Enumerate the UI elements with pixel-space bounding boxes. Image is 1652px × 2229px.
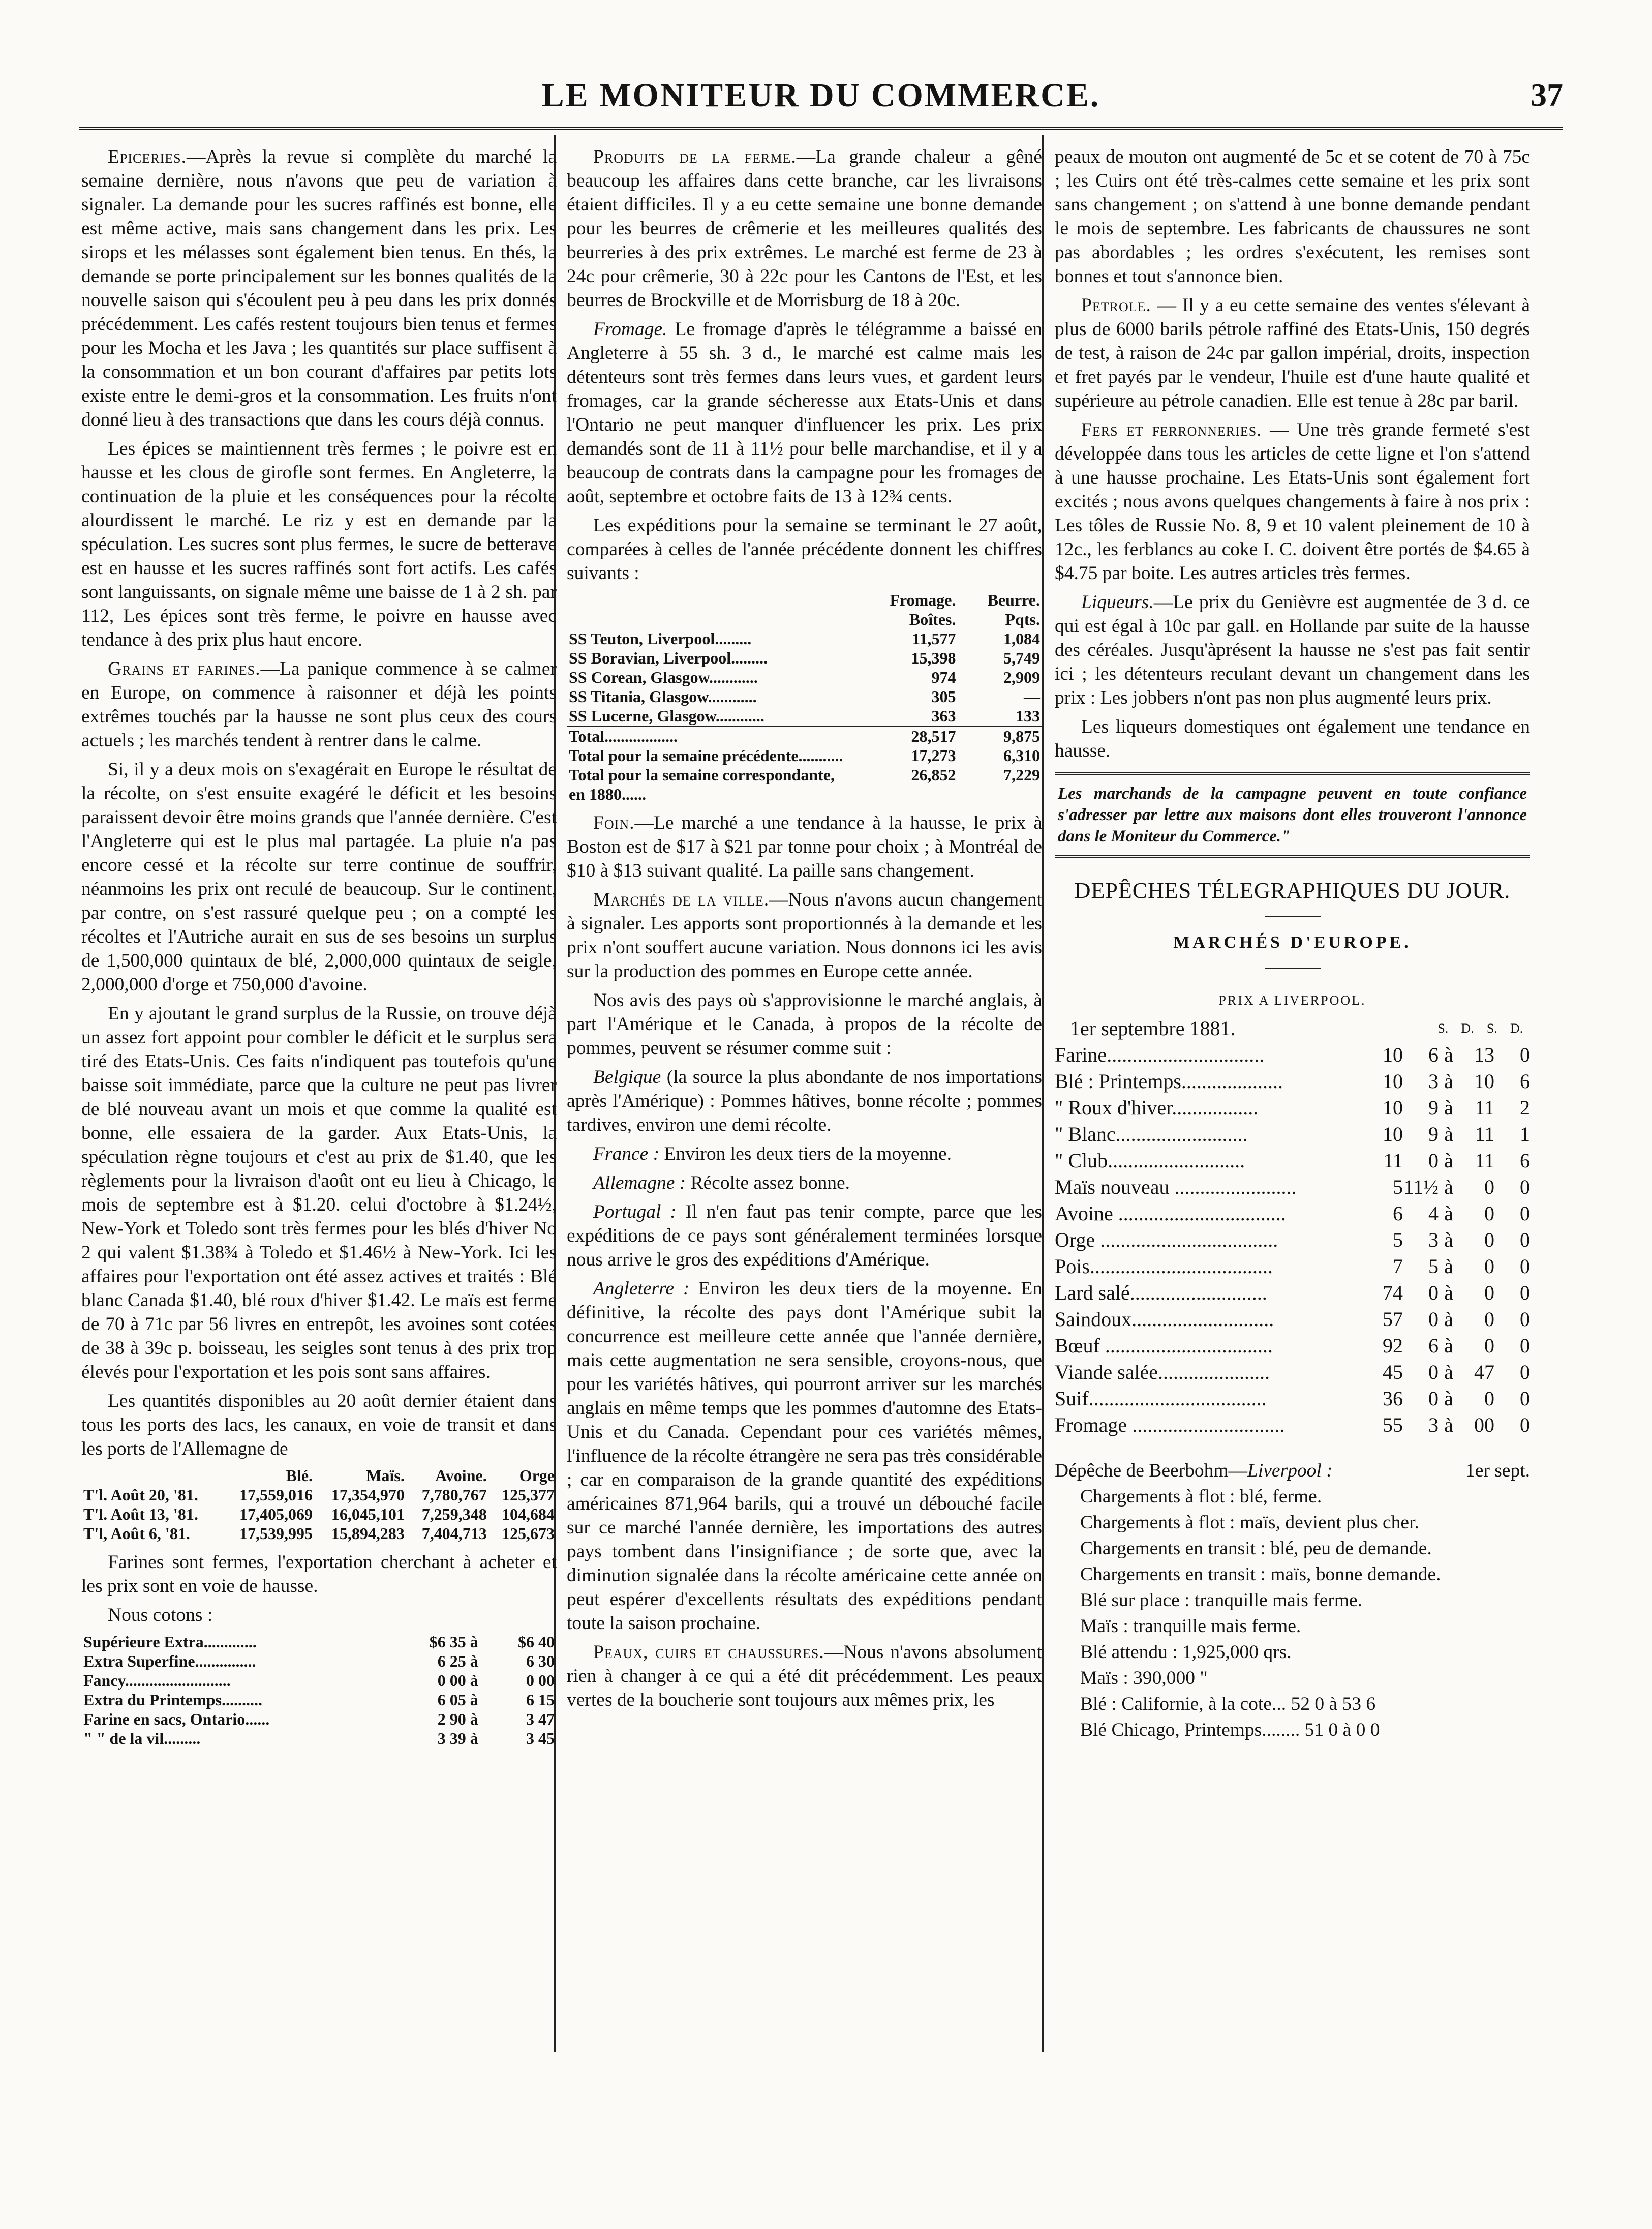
paragraph-text: —Nous n'avons aucun changement à signaler. Les apports sont proportionnés à la demande et les prix n'ont souffert aucune variation. Nous donnons ici les avis sur la production des pommes en Europe cette année. bbox=[567, 889, 1042, 982]
price-cell: 0 bbox=[1484, 1255, 1494, 1278]
liverpool-title: PRIX A LIVERPOOL. bbox=[1218, 993, 1366, 1008]
paragraph: Les expéditions pour la semaine se terminant le 27 août, comparées à celles de l'année précédente donnent les chiffres suivants : bbox=[567, 515, 1042, 584]
table-cell: SS Lucerne, Glasgow............ bbox=[569, 707, 764, 725]
paragraph-text: Environ les deux tiers de la moyenne. bbox=[664, 1143, 952, 1164]
table-row bbox=[81, 1651, 557, 1671]
commodity-name: " Blanc.......................... bbox=[1055, 1123, 1248, 1146]
table-cell: — bbox=[1024, 687, 1040, 706]
table-cell: $6 35 bbox=[429, 1633, 466, 1651]
price-cell: à bbox=[1444, 1043, 1453, 1066]
price-row bbox=[1055, 1148, 1530, 1174]
price-cell: 0 bbox=[1428, 1149, 1439, 1172]
dispatches-title: DEPÊCHES TÉLEGRAPHIQUES DU JOUR. bbox=[1074, 878, 1511, 903]
paragraph: Si, il y a deux mois on s'exagérait en Europe le résultat de la récolte, on s'est ensuite exagéré le déficit et les besoins paraissent devoir être moins grands que l'année dernière. C'est l'Angleterre qui est le plus mal partagée. La pluie n'a pas encore cessé et la récolte sur terre continue de souffrir, néanmoins les prix ont reculé de beaucoup. Sur le continent, par contre, on s'est rassuré quelque peu ; on a compté les récoltes et l'Autriche aurait en sus de ses besoins un surplus de 1,500,000 quintaux de blé, 2,000,000 quintaux de seigle, 2,000,000 d'orge et 750,000 d'avoine. bbox=[81, 759, 557, 995]
paragraph-text: Le fromage d'après le télégramme a baissé en Angleterre à 55 sh. 3 d., le marché est calme mais les détenteurs sont très fermes dans leurs vues, et gardent leurs fromages, car la grande sécheresse aux Etats-Unis et dans l'Ontario ne peut manquer d'influencer les prix. Les prix demandés sont de 11 à 11½ pour belle marchandise, et il y a beaucoup de contrats dans la campagne pour les fromages de août, septembre et octobre faits de 13 à 12¾ cents. bbox=[567, 319, 1042, 507]
dispatch-line: Chargements en transit : maïs, bonne demande. bbox=[1080, 1564, 1441, 1585]
table-header-cell bbox=[567, 590, 852, 629]
commodity-name: Pois.................................... bbox=[1055, 1255, 1273, 1278]
price-cell: 36 bbox=[1383, 1387, 1403, 1410]
price-cell: 0 bbox=[1428, 1361, 1439, 1383]
price-cell: 6 bbox=[1428, 1043, 1439, 1066]
commodity-name: Lard salé........................... bbox=[1055, 1281, 1267, 1304]
table-cell: " " de la vil......... bbox=[83, 1729, 201, 1748]
price-cell: 0 bbox=[1520, 1334, 1530, 1357]
dispatch-line: Blé : Californie, à la cote... 52 0 à 53 6 bbox=[1080, 1694, 1376, 1714]
paragraph-liqueurs bbox=[1055, 590, 1530, 710]
table-cell: T'l. Août 20, '81. bbox=[83, 1486, 198, 1504]
dispatch-line: Maïs : 390,000 " bbox=[1080, 1668, 1208, 1689]
price-cell: 0 bbox=[1520, 1255, 1530, 1278]
country-label: France : bbox=[593, 1143, 660, 1164]
price-row bbox=[1055, 1121, 1530, 1148]
table-row bbox=[567, 687, 1042, 706]
table-cell: Total.................. bbox=[567, 726, 852, 746]
commodity-name: Blé : Printemps.................... bbox=[1055, 1070, 1283, 1093]
column-1 bbox=[81, 145, 557, 1755]
country-label: Portugal : bbox=[593, 1201, 677, 1222]
paragraph-text: —La panique commence à se calmer en Europe, on commence à raisonner et déjà les points extrêmes touchés par la hausse ne sont plus ceux des cours actuels ; les marchés tendent à rentrer dans le calme. bbox=[81, 658, 557, 751]
table-cell: 17,273 bbox=[911, 746, 956, 765]
paragraph-text: — Il y a eu cette semaine des ventes s'élevant à plus de 6000 barils pétrole raffiné des Etats-Unis, 150 degrés de test, à raison de 24c par gallon impérial, droits, inspection et fret payés par le vendeur, l'huile est d'une haute qualité et supérieure au pétrole canadien. Elle est tenue à 28c par baril. bbox=[1055, 295, 1530, 411]
table-cell: SS Corean, Glasgow............ bbox=[569, 668, 758, 686]
paragraph-peaux bbox=[567, 1640, 1042, 1712]
divider bbox=[1265, 968, 1321, 969]
price-cell: à bbox=[1444, 1123, 1453, 1146]
table-cell: 17,354,970 bbox=[331, 1486, 405, 1504]
table-row bbox=[81, 1485, 557, 1504]
flour-price-table bbox=[81, 1632, 557, 1748]
price-cell: 0 bbox=[1520, 1361, 1530, 1383]
table-row bbox=[567, 746, 1042, 765]
price-cell: 5 bbox=[1428, 1255, 1439, 1278]
price-cell: 0 bbox=[1484, 1334, 1494, 1357]
page-header bbox=[79, 76, 1563, 122]
table-row bbox=[567, 668, 1042, 687]
price-row bbox=[1055, 1280, 1530, 1306]
table-cell: 2 90 bbox=[437, 1710, 466, 1728]
price-cell: 3 bbox=[1428, 1413, 1439, 1436]
table-row bbox=[81, 1632, 557, 1651]
dispatch-line: Chargements en transit : blé, peu de demande. bbox=[1080, 1538, 1432, 1559]
table-cell: 974 bbox=[931, 668, 956, 686]
price-row bbox=[1055, 1412, 1530, 1438]
paragraph-text: —La grande chaleur a gêné beaucoup les affaires dans cette branche, car les livraisons étaient difficiles. Il y a eu cette semaine une bonne demande pour les beurres de crêmerie et les meilleures qualités des beurreries à des prix extrêmes. Le marché est ferme de 23 à 24c pour crêmerie, 30 à 22c pour les Cantons de l'Est, et les beurres de Brockville et de Morrisburg de 18 à 20c. bbox=[567, 146, 1042, 311]
price-cell: à bbox=[1444, 1413, 1453, 1436]
price-cell: 9 bbox=[1428, 1096, 1439, 1119]
table-cell: T'l, Août 6, '81. bbox=[83, 1524, 190, 1543]
price-cell: à bbox=[1444, 1176, 1453, 1198]
price-cell: 0 bbox=[1428, 1281, 1439, 1304]
unit-header: D. bbox=[1510, 1021, 1523, 1036]
price-cell: à bbox=[1444, 1255, 1453, 1278]
paragraph-fromage bbox=[567, 317, 1042, 508]
paragraph-belgique bbox=[567, 1065, 1042, 1137]
paragraph-grains bbox=[81, 657, 557, 752]
table-cell: 6 15 bbox=[526, 1691, 555, 1709]
table-cell: 125,377 bbox=[502, 1486, 555, 1504]
commodity-name: " Roux d'hiver................. bbox=[1055, 1096, 1259, 1119]
price-row bbox=[1055, 1333, 1530, 1359]
table-cell: SS Teuton, Liverpool......... bbox=[569, 629, 752, 648]
price-cell: 0 bbox=[1520, 1413, 1530, 1436]
table-cell: 28,517 bbox=[852, 726, 958, 746]
table-header-cell: Blé. bbox=[286, 1466, 313, 1485]
table-cell: 16,045,101 bbox=[331, 1505, 405, 1523]
table-cell: Supérieure Extra............. bbox=[83, 1633, 257, 1651]
price-cell: 7 bbox=[1393, 1255, 1403, 1278]
dispatch-line: Blé attendu : 1,925,000 qrs. bbox=[1080, 1642, 1292, 1663]
paragraph: Les épices se maintiennent très fermes ; le poivre est en hausse et les clous de girofle sont fermes. En Angleterre, la continuation de la pluie et les conséquences pour la récolte alourdissent le marché. Le riz y est en demande par la spéculation. Les sucres sont plus fermes, le sucre de betterave est en hausse et les sucres raffinés sont fort actifs. Les cafés sont languissants, on signale même une baisse de 1 à 2 sh. par 112, Les épices sont très ferme, le poivre en hausse avec tendance à des prix plus haut encore. bbox=[81, 438, 557, 650]
price-cell: 3 bbox=[1428, 1228, 1439, 1251]
price-cell: 9 bbox=[1428, 1123, 1439, 1146]
paragraph-fers bbox=[1055, 418, 1530, 585]
table-header-row bbox=[567, 590, 1042, 629]
price-cell: 5 bbox=[1393, 1228, 1403, 1251]
table-cell: 6 05 bbox=[437, 1691, 466, 1709]
price-cell: 0 bbox=[1484, 1202, 1494, 1225]
paragraph-produits-ferme bbox=[567, 145, 1042, 312]
table-cell: 7,259,348 bbox=[421, 1505, 487, 1523]
price-cell: 10 bbox=[1383, 1096, 1403, 1119]
table-cell: à bbox=[470, 1652, 478, 1670]
liverpool-prices bbox=[1055, 1042, 1530, 1438]
table-cell: à bbox=[470, 1729, 478, 1748]
table-header-cell: Avoine. bbox=[435, 1466, 487, 1485]
column-2 bbox=[567, 145, 1042, 1717]
commodity-name: Viande salée...................... bbox=[1055, 1361, 1270, 1383]
table-cell: 0 00 bbox=[437, 1671, 466, 1690]
price-cell: 11 bbox=[1475, 1096, 1494, 1119]
paragraph-marches-ville bbox=[567, 888, 1042, 983]
price-row bbox=[1055, 1174, 1530, 1200]
price-cell: 0 bbox=[1484, 1228, 1494, 1251]
commodity-name: Saindoux............................ bbox=[1055, 1308, 1274, 1331]
commodity-name: Fromage .............................. bbox=[1055, 1413, 1285, 1436]
price-cell: 0 bbox=[1484, 1387, 1494, 1410]
paragraph-text: Il n'en faut pas tenir compte, parce que les expéditions de ce pays sont généralement terminées lorsque nous arrive le gros des expéditions d'Amérique. bbox=[567, 1201, 1043, 1270]
price-cell: 4 bbox=[1428, 1202, 1439, 1225]
commodity-name: Avoine ................................. bbox=[1055, 1202, 1286, 1225]
price-cell: 0 bbox=[1520, 1176, 1530, 1198]
paragraph: En y ajoutant le grand surplus de la Russie, on trouve déjà un assez fort appoint pour combler le déficit et le surplus sera tiré des Etats-Unis. Ces faits n'indiquent pas toutefois qu'une baisse soit immédiate, parce que la culture ne peut pas livrer de blé nouveau avant un mois et que comme la qualité est bonne, elle essaiera de la garder. Aux Etats-Unis, la spéculation règne toujours et c'est au prix de $1.40, que les règlements pour la livraison d'août ont eu lieu à Chicago, le mois de septembre est à $1.20. celui d'octobre à $1.24½, New-York et Toledo sont très fermes pour les blés d'hiver No 2 qui valent $1.38¾ à Toledo et $1.46½ à New-York. Ici les affaires pour l'exportation ont été assez actives et traités : Blé blanc Canada $1.40, blé roux d'hiver $1.42. Le maïs est ferme de 70 à 71c par 56 livres en entrepôt, les avoines sont cotées de 38 à 39c p. boisseau, les seigles sont tenus à des prix trop élevés pour l'exportation et les pois sont sans affaires. bbox=[81, 1003, 557, 1382]
table-row bbox=[567, 648, 1042, 668]
table-cell: à bbox=[470, 1691, 478, 1709]
table-cell: Extra Superfine............... bbox=[83, 1652, 256, 1670]
unit-header: S. bbox=[1437, 1021, 1449, 1036]
table-header-row bbox=[81, 1466, 557, 1485]
table-cell: 15,398 bbox=[911, 649, 956, 667]
price-cell: 0 bbox=[1520, 1387, 1530, 1410]
dispatch-line: Chargements à flot : maïs, devient plus cher. bbox=[1080, 1512, 1419, 1533]
grain-stock-table bbox=[81, 1466, 557, 1543]
paragraph-epiceries bbox=[81, 145, 557, 432]
price-cell: 10 bbox=[1383, 1070, 1403, 1093]
price-cell: à bbox=[1444, 1202, 1453, 1225]
table-cell: SS Titania, Glasgow............ bbox=[569, 687, 757, 706]
dispatch-line: Blé sur place : tranquille mais ferme. bbox=[1080, 1590, 1363, 1611]
price-cell: 11 bbox=[1475, 1149, 1494, 1172]
price-cell: 11½ bbox=[1403, 1176, 1439, 1198]
price-cell: 13 bbox=[1474, 1043, 1494, 1066]
section-heading: Peaux, cuirs et chaussures. bbox=[593, 1642, 824, 1663]
commodity-name: " Club........................... bbox=[1055, 1149, 1245, 1172]
table-row bbox=[81, 1709, 557, 1729]
paragraph-petrole bbox=[1055, 293, 1530, 413]
table-cell: Extra du Printemps.......... bbox=[83, 1691, 262, 1709]
commodity-name: Farine............................... bbox=[1055, 1043, 1265, 1066]
section-heading: Marchés de la ville. bbox=[593, 889, 770, 910]
table-cell: 7,780,767 bbox=[421, 1486, 487, 1504]
price-row bbox=[1055, 1385, 1530, 1412]
price-date: 1er septembre 1881. bbox=[1070, 1017, 1236, 1040]
page-number: 37 bbox=[1531, 77, 1563, 113]
section-heading: Grains et farines. bbox=[108, 658, 261, 679]
price-row bbox=[1055, 1200, 1530, 1227]
price-cell: 6 bbox=[1520, 1070, 1530, 1093]
paragraph: Farines sont fermes, l'exportation cherchant à acheter et les prix sont en voie de hausse. bbox=[81, 1552, 557, 1597]
dispatch-lead bbox=[1055, 1459, 1530, 1483]
price-cell: à bbox=[1444, 1387, 1453, 1410]
paragraph: peaux de mouton ont augmenté de 5c et se cotent de 70 à 75c ; les Cuirs ont été très-calmes cette semaine et les prix sont sans changement ; on s'attend à une bonne demande pendant le mois de septembre. Les fabricants de chaussures ne sont pas abordables ; les ordres s'exécutent, les remises sont bonnes et tout s'annonce bien. bbox=[1055, 146, 1530, 287]
table-cell: $6 40 bbox=[518, 1633, 555, 1651]
dispatch-date: 1er sept. bbox=[1465, 1460, 1530, 1481]
paragraph-france bbox=[567, 1142, 1042, 1166]
section-heading: Petrole. bbox=[1081, 295, 1151, 316]
table-header-cell: Fromage. Boîtes. bbox=[890, 591, 956, 628]
markets-title: MARCHÉS D'EUROPE. bbox=[1173, 933, 1412, 952]
table-cell: à bbox=[470, 1671, 478, 1690]
table-cell: 3 39 bbox=[437, 1729, 466, 1748]
table-cell: 133 bbox=[1016, 707, 1040, 725]
country-label: Angleterre : bbox=[593, 1278, 690, 1299]
paragraph-allemagne bbox=[567, 1171, 1042, 1195]
table-cell: 7,229 bbox=[1003, 766, 1040, 784]
price-cell: 0 bbox=[1484, 1281, 1494, 1304]
table-cell: 17,539,995 bbox=[239, 1524, 313, 1543]
paragraph-text: Environ les deux tiers de la moyenne. En définitive, la récolte des pays dont l'Amérique subit la concurrence est meilleure cette année que l'année dernière, mais cette augmentation ne sera sensible, croyons-nous, que pour les variétés hâtives, qui pourront arriver sur les marchés anglais en même temps que les pommes d'automne des Etats-Unis et du Canada. Cependant pour ces variétés mêmes, l'influence de la récolte étrangère ne sera pas très considérable ; car en comparaison de la grande quantité des expéditions américaines 871,964 barils, qui a trouvé un débouché facile sur ce marché l'année dernière, les importations des autres pays tombent dans l'insignifiance ; de sorte que, avec la diminution signalée dans la récolte américaine cette année on peut espérer d'excellents résultats des expéditions pendant toute la saison prochaine. bbox=[567, 1278, 1042, 1634]
price-cell: 10 bbox=[1383, 1123, 1403, 1146]
table-cell: 1,084 bbox=[1003, 629, 1040, 648]
price-cell: 0 bbox=[1428, 1308, 1439, 1331]
price-cell: 6 bbox=[1393, 1202, 1403, 1225]
price-cell: 00 bbox=[1474, 1413, 1494, 1436]
price-cell: 0 bbox=[1520, 1281, 1530, 1304]
price-row bbox=[1055, 1253, 1530, 1280]
price-cell: à bbox=[1444, 1096, 1453, 1119]
table-cell: 104,684 bbox=[502, 1505, 555, 1523]
price-row bbox=[1055, 1306, 1530, 1333]
paragraph-text: — Une très grande fermeté s'est développée dans tous les articles de cette ligne et l'on s'attend à une hausse prochaine. Les Etats-Unis sont également fort excités ; nous avons quelques changements à faire à nos prix : Les tôles de Russie No. 8, 9 et 10 valent pleinement de 10 à 12c., les ferblancs au coke I. C. doivent être portés de $4.65 à $4.75 par boite. Les autres articles très fermes. bbox=[1055, 419, 1530, 584]
paragraph: Les quantités disponibles au 20 août dernier étaient dans tous les ports des lacs, les canaux, en voie de transit et dans les ports de l'Allemagne de bbox=[81, 1391, 557, 1459]
paragraph-foin bbox=[567, 811, 1042, 883]
table-row bbox=[567, 629, 1042, 648]
table-cell: à bbox=[470, 1710, 478, 1728]
paragraph-text: Récolte assez bonne. bbox=[690, 1172, 850, 1193]
unit-header: S. bbox=[1486, 1021, 1497, 1036]
country-label: Belgique bbox=[593, 1067, 661, 1088]
dispatch-line: Blé Chicago, Printemps........ 51 0 à 0 0 bbox=[1080, 1720, 1380, 1740]
price-cell: à bbox=[1444, 1228, 1453, 1251]
column-divider-2 bbox=[1042, 135, 1044, 2052]
dispatch-lines bbox=[1055, 1485, 1530, 1742]
header-rule bbox=[79, 127, 1563, 130]
table-header-cell bbox=[81, 1466, 223, 1485]
dispatch-line: Maïs : tranquille mais ferme. bbox=[1080, 1616, 1301, 1637]
price-cell: 0 bbox=[1484, 1308, 1494, 1331]
table-row bbox=[567, 706, 1042, 726]
price-cell: 0 bbox=[1484, 1176, 1494, 1198]
table-cell: 9,875 bbox=[958, 726, 1042, 746]
price-cell: 57 bbox=[1383, 1308, 1403, 1331]
table-cell: 2,909 bbox=[1003, 668, 1040, 686]
price-cell: 0 bbox=[1520, 1043, 1530, 1066]
table-cell: 26,852 bbox=[911, 766, 956, 784]
commodity-name: Orge ................................... bbox=[1055, 1228, 1278, 1251]
table-cell: 3 45 bbox=[526, 1729, 555, 1748]
table-cell: 17,405,069 bbox=[239, 1505, 313, 1523]
divider bbox=[1265, 916, 1321, 917]
price-cell: 0 bbox=[1428, 1387, 1439, 1410]
price-cell: 6 bbox=[1520, 1149, 1530, 1172]
section-heading: Fers et ferronneries. bbox=[1081, 419, 1262, 440]
liverpool-price-table bbox=[1055, 1015, 1530, 1042]
table-cell: Farine en sacs, Ontario...... bbox=[83, 1710, 270, 1728]
table-header-cell: Maïs. bbox=[366, 1466, 405, 1485]
price-cell: 6 bbox=[1428, 1334, 1439, 1357]
price-cell: 2 bbox=[1520, 1096, 1530, 1119]
masthead: LE MONITEUR DU COMMERCE. bbox=[541, 77, 1100, 114]
table-row bbox=[81, 1729, 557, 1748]
beerbohm-dispatch bbox=[1055, 1459, 1530, 1742]
table-cell: 363 bbox=[931, 707, 956, 725]
country-label: Allemagne : bbox=[593, 1172, 686, 1193]
unit-header: D. bbox=[1461, 1021, 1474, 1036]
dispatch-city: Liverpool : bbox=[1247, 1460, 1333, 1481]
table-cell: 15,894,283 bbox=[331, 1524, 405, 1543]
table-cell: 0 00 bbox=[526, 1671, 555, 1690]
price-cell: à bbox=[1444, 1281, 1453, 1304]
shipments-table bbox=[567, 590, 1042, 804]
table-cell: T'l. Août 13, '81. bbox=[83, 1505, 198, 1523]
table-total-row bbox=[567, 726, 1042, 746]
table-cell: 6 25 bbox=[437, 1652, 466, 1670]
table-row bbox=[81, 1524, 557, 1543]
commodity-name: Suif................................... bbox=[1055, 1387, 1267, 1410]
price-cell: à bbox=[1444, 1070, 1453, 1093]
paragraph-text: —Nous n'avons absolument rien à changer à ce qui a été dit précédemment. Les peaux vertes de la boucherie sont toujours aux mêmes prix, les bbox=[567, 1642, 1042, 1710]
table-cell: 125,673 bbox=[502, 1524, 555, 1543]
table-row bbox=[81, 1690, 557, 1709]
paragraph: Les liqueurs domestiques ont également une tendance en hausse. bbox=[1055, 716, 1530, 761]
paragraph-text: —Après la revue si complète du marché la semaine dernière, nous n'avons que peu de variation à signaler. La demande pour les sucres raffinés est bonne, elle est même active, mais sans changement dans les prix. Les sirops et les mélasses sont également bien tenus. En thés, la demande se porte principalement sur les bonnes qualités de la nouvelle saison qui s'écoulent peu à peu dans les prix donnés précédemment. Les cafés restent toujours bien tenus et fermes pour les Mocha et les Java ; les quantités sur place suffisent à la consommation et un bon courant d'affaires par petits lots existe entre le demi-gros et la consommation. Les fruits n'ont donné lieu à des transactions que dans les cours déjà connus. bbox=[81, 146, 557, 430]
section-heading: Epiceries. bbox=[108, 146, 187, 167]
paragraph-text: —Le prix du Genièvre est augmentée de 3 d. ce qui est égal à 10c par gall. en Hollande par suite de la hausse des céréales. Jusqu'àprésent la hausse ne s'est pas fait sentir ici ; les détenteurs reculant devant un changement dans les prix : Les jobbers n'ont pas non plus augmenté leurs prix. bbox=[1055, 592, 1530, 708]
paragraph: Nos avis des pays où s'approvisionne le marché anglais, à part l'Amérique et le Canada, à propos de la récolte de pommes, peuvent se résumer comme suit : bbox=[567, 990, 1042, 1059]
table-row bbox=[81, 1671, 557, 1690]
table-cell: Total pour la semaine correspondante, en 1880...... bbox=[569, 766, 835, 803]
column-3 bbox=[1055, 145, 1530, 1744]
price-cell: 5 bbox=[1393, 1176, 1403, 1198]
price-cell: 3 bbox=[1428, 1070, 1439, 1093]
price-row bbox=[1055, 1359, 1530, 1385]
table-header-row bbox=[1055, 1015, 1530, 1042]
price-cell: à bbox=[1444, 1149, 1453, 1172]
price-row bbox=[1055, 1227, 1530, 1253]
price-cell: 92 bbox=[1383, 1334, 1403, 1357]
table-cell: 5,749 bbox=[1003, 649, 1040, 667]
paragraph-angleterre bbox=[567, 1277, 1042, 1635]
price-cell: 0 bbox=[1520, 1228, 1530, 1251]
table-cell: Fancy.......................... bbox=[83, 1671, 231, 1690]
price-cell: 10 bbox=[1474, 1070, 1494, 1093]
table-header-cell: Orge bbox=[519, 1466, 555, 1485]
merchant-notice: Les marchands de la campagne peuvent en toute confiance s'adresser par lettre aux maisons dont elles trouveront l'annonce dans le Moniteur du Commerce." bbox=[1055, 772, 1530, 858]
table-cell: 305 bbox=[931, 687, 956, 706]
table-header-cell: Beurre. Pqts. bbox=[987, 591, 1040, 628]
table-cell: 17,559,016 bbox=[239, 1486, 313, 1504]
table-cell: Total pour la semaine précédente........... bbox=[569, 746, 843, 765]
dispatch-source: Dépêche de Beerbohm— bbox=[1055, 1460, 1248, 1481]
table-cell: SS Boravian, Liverpool......... bbox=[569, 649, 768, 667]
dispatch-line: Chargements à flot : blé, ferme. bbox=[1080, 1486, 1322, 1507]
section-heading: Fromage. bbox=[593, 319, 667, 340]
price-cell: à bbox=[1444, 1308, 1453, 1331]
table-cell: à bbox=[470, 1633, 478, 1651]
price-cell: 11 bbox=[1475, 1123, 1494, 1146]
price-cell: 0 bbox=[1520, 1308, 1530, 1331]
table-cell: 6,310 bbox=[1003, 746, 1040, 765]
table-row bbox=[81, 1504, 557, 1524]
price-cell: 47 bbox=[1474, 1361, 1494, 1383]
price-cell: 1 bbox=[1520, 1123, 1530, 1146]
section-heading: Liqueurs. bbox=[1081, 592, 1154, 613]
table-cell: 3 47 bbox=[526, 1710, 555, 1728]
price-row bbox=[1055, 1042, 1530, 1068]
price-cell: 10 bbox=[1383, 1043, 1403, 1066]
paragraph-text: —Le marché a une tendance à la hausse, le prix à Boston est de $17 à $21 par tonne pour choix ; à Montréal de $10 à $13 suivant qualité. La paille sans changement. bbox=[567, 812, 1042, 881]
price-cell: à bbox=[1444, 1334, 1453, 1357]
commodity-name: Maïs nouveau ........................ bbox=[1055, 1176, 1297, 1198]
paragraph: Nous cotons : bbox=[108, 1605, 213, 1625]
price-cell: 11 bbox=[1383, 1149, 1403, 1172]
price-row bbox=[1055, 1095, 1530, 1121]
price-cell: à bbox=[1444, 1361, 1453, 1383]
table-row bbox=[567, 765, 1042, 804]
section-heading: Produits de la ferme. bbox=[593, 146, 797, 167]
table-cell: 11,577 bbox=[912, 629, 956, 648]
price-cell: 74 bbox=[1383, 1281, 1403, 1304]
table-cell: 6 30 bbox=[526, 1652, 555, 1670]
paragraph-text: (la source la plus abondante de nos importations après l'Amérique) : Pommes hâtives, bonne récolte ; pommes tardives, environ une demi récolte. bbox=[567, 1067, 1043, 1135]
commodity-name: Bœuf ................................. bbox=[1055, 1334, 1273, 1357]
section-heading: Foin. bbox=[593, 812, 635, 833]
paragraph-portugal bbox=[567, 1200, 1042, 1272]
price-cell: 55 bbox=[1383, 1413, 1403, 1436]
price-cell: 0 bbox=[1520, 1202, 1530, 1225]
price-row bbox=[1055, 1068, 1530, 1095]
price-cell: 45 bbox=[1383, 1361, 1403, 1383]
table-cell: 7,404,713 bbox=[421, 1524, 487, 1543]
